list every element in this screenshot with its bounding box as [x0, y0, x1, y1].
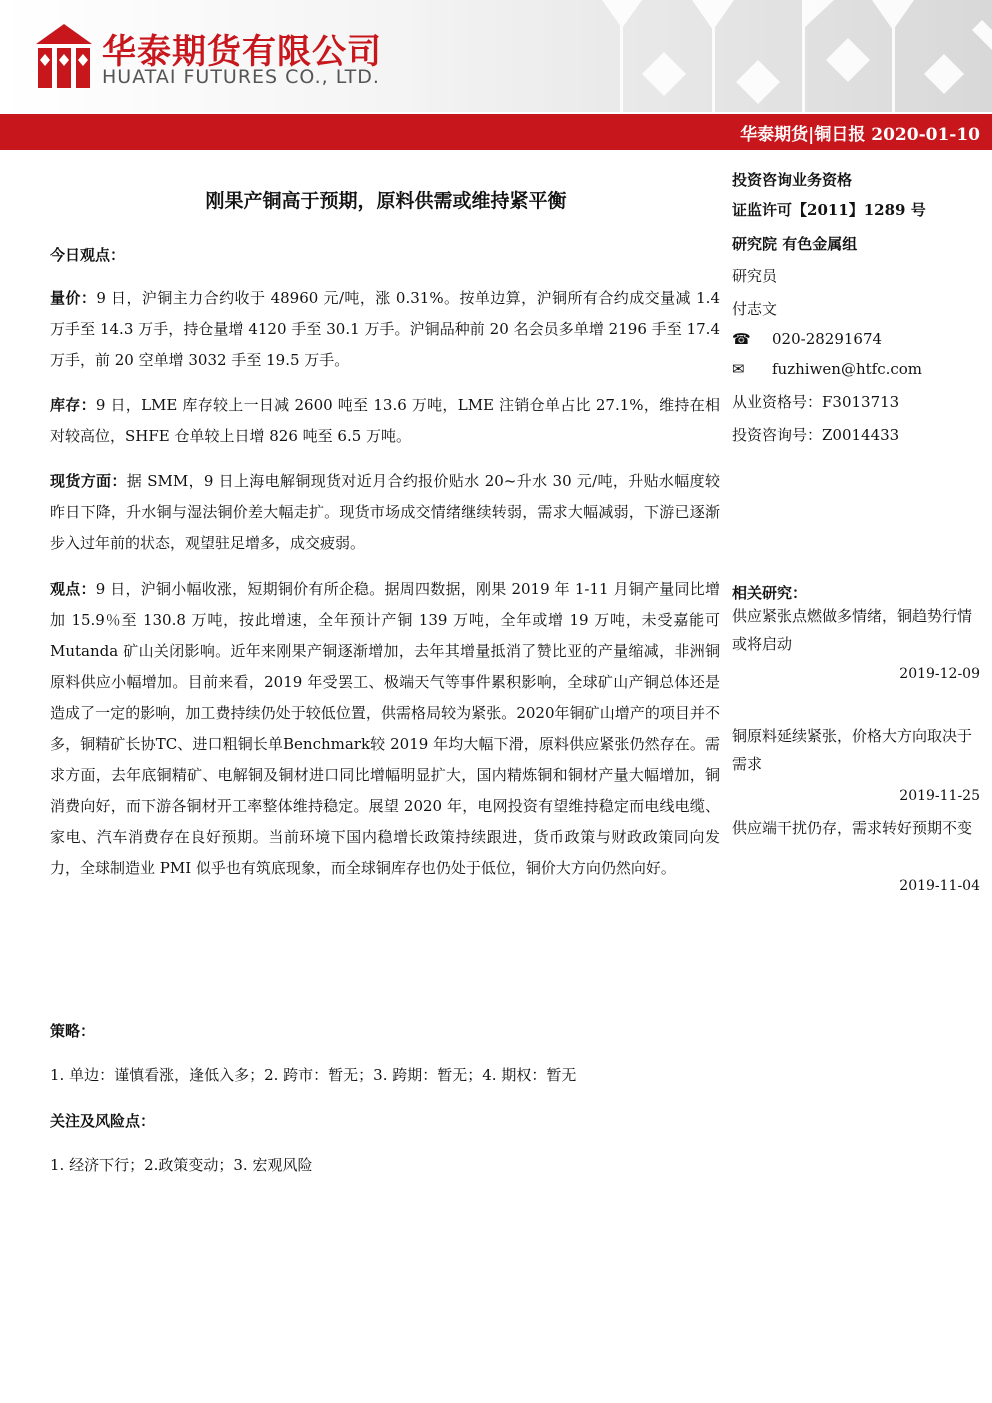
analyst-role: 研究员: [732, 267, 778, 285]
consult-number: 投资咨询号：Z0014433: [732, 426, 900, 444]
company-name-en: HUATAI FUTURES CO., LTD.: [102, 66, 380, 88]
section-volume-price: [50, 283, 720, 376]
section-view: [50, 574, 720, 884]
section-label: 量价：: [50, 289, 97, 307]
email-row: [732, 360, 922, 378]
company-logo-icon: [36, 24, 92, 90]
phone-number: 020-28291674: [772, 330, 883, 348]
related-item-date: 2019-11-04: [899, 878, 980, 894]
related-item-title[interactable]: 铜原料延续紧张，价格大方向取决于需求: [732, 727, 973, 773]
company-name-cn: 华泰期货有限公司: [102, 32, 382, 72]
related-item-title[interactable]: 供应端干扰仍存，需求转好预期不变: [732, 819, 973, 837]
report-banner: [0, 114, 992, 150]
section-label: 观点：: [50, 580, 96, 598]
risk-text: 1. 经济下行；2.政策变动；3. 宏观风险: [50, 1156, 313, 1174]
cert-number: 从业资格号：F3013713: [732, 393, 900, 411]
today-heading: 今日观点：: [50, 246, 126, 264]
related-item-date: 2019-12-09: [899, 666, 980, 682]
report-title: 刚果产铜高于预期，原料供需或维持紧平衡: [205, 190, 567, 212]
section-spot: [50, 466, 720, 559]
page-header: [0, 0, 992, 112]
related-item-title[interactable]: 供应紧张点燃做多情绪，铜趋势行情或将启动: [732, 607, 973, 653]
strategy-text: 1. 单边：谨慎看涨，逢低入多；2. 跨市：暂无；3. 跨期：暂无；4. 期权：暂无: [50, 1066, 577, 1084]
phone-icon: ☎: [732, 330, 751, 348]
risk-heading: 关注及风险点：: [50, 1112, 156, 1130]
section-label: 现货方面：: [50, 472, 127, 490]
banner-text: 华泰期货|铜日报 2020-01-10: [740, 125, 980, 145]
department: 研究院 有色金属组: [732, 235, 858, 253]
section-text: 9 日，沪铜小幅收涨，短期铜价有所企稳。据周四数据，刚果 2019 年 1-11 月铜产量同比增加 15.9％至 130.8 万吨，按此增速，全年预计产铜 139 万吨，全年或增 19 万吨，未受嘉能可 Mutanda 矿山关闭影响。近年来刚果产铜逐渐增加，去年其增量抵消了赞比亚的产量缩减，非洲铜原料供应小幅增加。目前来看，2019 年受罢工、极端天气等事件累积影响，全球矿山产铜总体还是造成了一定的影响，加工费持续仍处于较低位置，供需格局较为紧张。2020年铜矿山增产的项目并不多，铜精矿长协TC、进口粗铜长单Benchmark较 2019 年均大幅下滑，原料供应紧张仍然存在。需求方面，去年底铜精矿、电解铜及铜材进口同比增幅明显扩大，国内精炼铜和铜材产量大幅增加，铜消费向好，而下游各铜材开工率整体维持稳定。展望 2020 年，电网投资有望维持稳定而电线电缆、家电、汽车消费存在良好预期。当前环境下国内稳增长政策持续跟进，货币政策与财政政策同向发力，全球制造业 PMI 似乎也有筑底现象，而全球铜库存也仍处于低位，铜价大方向仍然向好。: [50, 580, 720, 877]
section-inventory: [50, 390, 720, 452]
header-decoration: [572, 0, 992, 112]
analyst-name: 付志文: [732, 300, 778, 318]
qualification: 投资咨询业务资格: [732, 171, 853, 189]
section-text: 9 日，LME 库存较上一日减 2600 吨至 13.6 万吨，LME 注销仓单占比 27.1%，维持在相对较高位，SHFE 仓单较上日增 826 吨至 6.5 万吨。: [50, 396, 720, 445]
email-address[interactable]: fuzhiwen@htfc.com: [772, 360, 923, 378]
phone-row: [732, 330, 882, 348]
related-item-date: 2019-11-25: [899, 788, 980, 804]
section-label: 库存：: [50, 396, 96, 414]
license: 证监许可【2011】1289 号: [732, 201, 926, 219]
related-heading: 相关研究：: [732, 584, 808, 602]
strategy-heading: 策略：: [50, 1022, 96, 1040]
section-text: 据 SMM，9 日上海电解铜现货对近月合约报价贴水 20~升水 30 元/吨，升贴水幅度较昨日下降，升水铜与湿法铜价差大幅走扩。现货市场成交情绪继续转弱，需求大幅减弱，下游已逐渐步入过年前的状态，观望驻足增多，成交疲弱。: [50, 472, 720, 552]
envelope-icon: ✉: [732, 360, 745, 378]
section-text: 9 日，沪铜主力合约收于 48960 元/吨，涨 0.31%。按单边算，沪铜所有合约成交量减 1.4 万手至 14.3 万手，持仓量增 4120 手至 30.1 万手。沪铜品种前 20 名会员多单增 2196 手至 17.4 万手，前 20 空单增 3032 手至 19.5 万手。: [50, 289, 720, 369]
